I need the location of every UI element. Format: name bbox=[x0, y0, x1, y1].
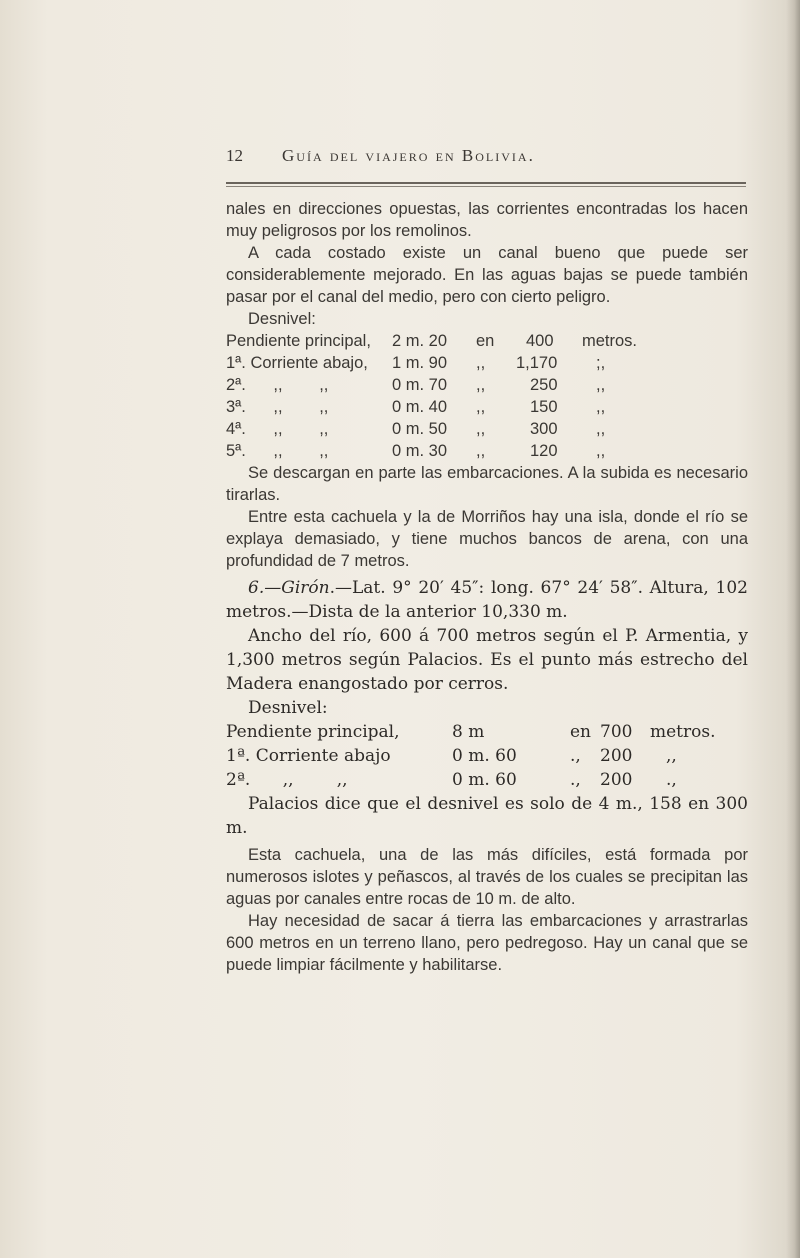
table-row: 4ª. ,, ,, 0 m. 50 ,, 300 ,, bbox=[226, 420, 606, 438]
header-rule-thin bbox=[226, 186, 746, 187]
section-name: Girón bbox=[281, 578, 330, 598]
page-edge-shadow bbox=[786, 0, 800, 1258]
table-row: 1ª. Corriente abajo, 1 m. 90 ,, 1,170 ;, bbox=[226, 354, 606, 372]
section-number: 6.— bbox=[248, 578, 282, 598]
table-row: 3ª. ,, ,, 0 m. 40 ,, 150 ,, bbox=[226, 398, 606, 416]
table-row: 2ª. ,, ,, 0 m. 60 ., 200 ., bbox=[226, 770, 677, 790]
paragraph: Palacios dice que el desnivel es solo de 4 m., 158 en 300 m. bbox=[226, 794, 748, 838]
desnivel-table bbox=[226, 720, 748, 792]
desnivel-label: Desnivel: bbox=[248, 310, 316, 328]
desnivel-label: Desnivel: bbox=[248, 698, 328, 718]
paragraph: A cada costado existe un canal bueno que puede ser considerablemente mejorado. En las aguas bajas se puede también pasar por el canal del medio, pero con cierto peligro. bbox=[226, 244, 748, 306]
paragraph: Ancho del río, 600 á 700 metros según el P. Armentia, y 1,300 metros según Palacios. Es el punto más estrecho del Madera enangostado por cerros. bbox=[226, 626, 748, 694]
paragraph: nales en direcciones opuestas, las corrientes encontradas los hacen muy peligrosos por los remolinos. bbox=[226, 200, 748, 240]
paragraph: Esta cachuela, una de las más difíciles, está formada por numerosos islotes y peñascos, al través de los cuales se precipitan las aguas por canales entre rocas de 10 m. de alto. bbox=[226, 846, 748, 908]
table-row: 2ª. ,, ,, 0 m. 70 ,, 250 ,, bbox=[226, 376, 606, 394]
paragraph: Se descargan en parte las embarcaciones. A la subida es necesario tirarlas. bbox=[226, 464, 748, 504]
desnivel-table bbox=[226, 330, 748, 462]
running-title: Guía del viajero en Bolivia. bbox=[282, 146, 535, 165]
page-header bbox=[226, 146, 746, 176]
table-row: Pendiente principal, 8 m en 700 metros. bbox=[226, 722, 716, 742]
table-row: 1ª. Corriente abajo 0 m. 60 ., 200 ,, bbox=[226, 746, 677, 766]
header-rule bbox=[226, 182, 746, 184]
paragraph: Hay necesidad de sacar á tierra las embarcaciones y arrastrarlas 600 metros en un terreno llano, pero pedregoso. Hay un canal que se puede limpiar fácilmente y habilitarse. bbox=[226, 912, 748, 974]
table-row: Pendiente principal, 2 m. 20 en 400 metros. bbox=[226, 332, 638, 350]
page-number: 12 bbox=[226, 146, 243, 165]
section-coordinates: .—Lat. 9° 20′ 45″: long. 67° 24′ 58″. Altura, 102 metros.—Dista de la anterior 10,330 m. bbox=[226, 578, 748, 622]
table-row: 5ª. ,, ,, 0 m. 30 ,, 120 ,, bbox=[226, 442, 606, 460]
paragraph: Entre esta cachuela y la de Morriños hay una isla, donde el río se explaya demasiado, y tiene muchos bancos de arena, con una profundidad de 7 metros. bbox=[226, 508, 748, 570]
section-heading-paragraph bbox=[226, 576, 748, 624]
page-body bbox=[226, 198, 748, 976]
